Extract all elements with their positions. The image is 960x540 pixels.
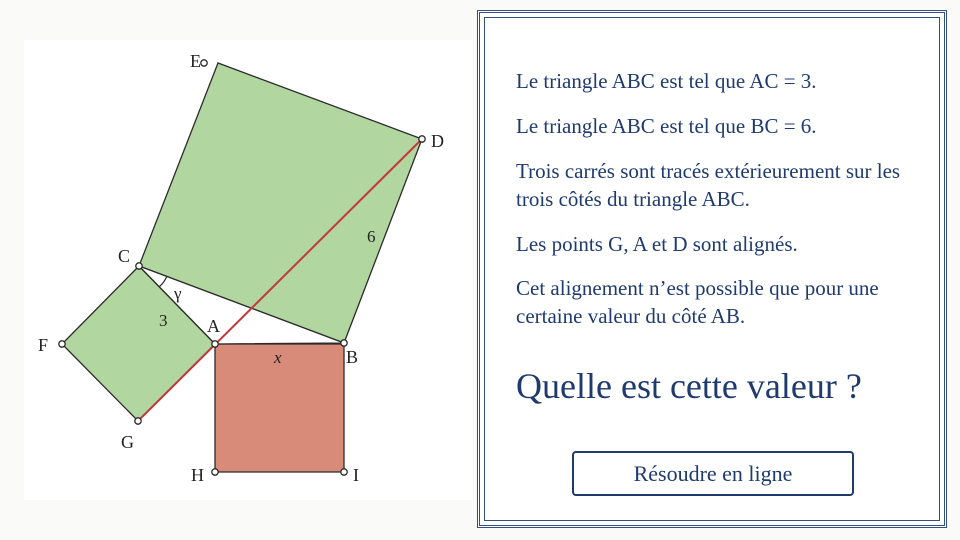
statement-bc: Le triangle ABC est tel que BC = 6. (516, 114, 817, 138)
question-heading: Quelle est cette valeur ? (516, 366, 862, 406)
angle-label-gamma: γ (174, 284, 182, 303)
label-d: D (431, 131, 444, 151)
vertex-i (341, 469, 347, 475)
length-label-ab: x (274, 348, 282, 367)
label-a: A (207, 316, 220, 336)
vertex-h (212, 469, 218, 475)
vertex-d (419, 136, 425, 142)
statement-alignment: Les points G, A et D sont alignés. (516, 232, 798, 256)
label-b: B (346, 347, 359, 367)
vertex-f (59, 341, 65, 347)
vertex-g (135, 418, 141, 424)
label-i: I (353, 465, 359, 485)
statement-squares: Trois carrés sont tracés extérieurement sur les trois côtés du triangle ABC. (516, 159, 901, 211)
label-g: G (121, 432, 134, 452)
length-label-ac: 3 (159, 311, 168, 330)
length-label-bc: 6 (367, 227, 376, 246)
figure-svg (24, 40, 472, 500)
label-c: C (118, 246, 131, 266)
label-e: E (190, 51, 201, 71)
label-h: H (191, 465, 204, 485)
vertex-a (212, 341, 218, 347)
problem-panel (477, 10, 947, 528)
solve-online-button[interactable]: Résoudre en ligne (572, 451, 854, 496)
vertex-e (201, 60, 207, 66)
statement-condition: Cet alignement n’est possible que pour une certaine valeur du côté AB. (516, 276, 879, 328)
statement-ac: Le triangle ABC est tel que AC = 3. (516, 69, 817, 93)
vertex-c (136, 263, 142, 269)
vertex-b (341, 340, 347, 346)
label-f: F (38, 335, 49, 355)
geometry-figure (24, 40, 472, 500)
